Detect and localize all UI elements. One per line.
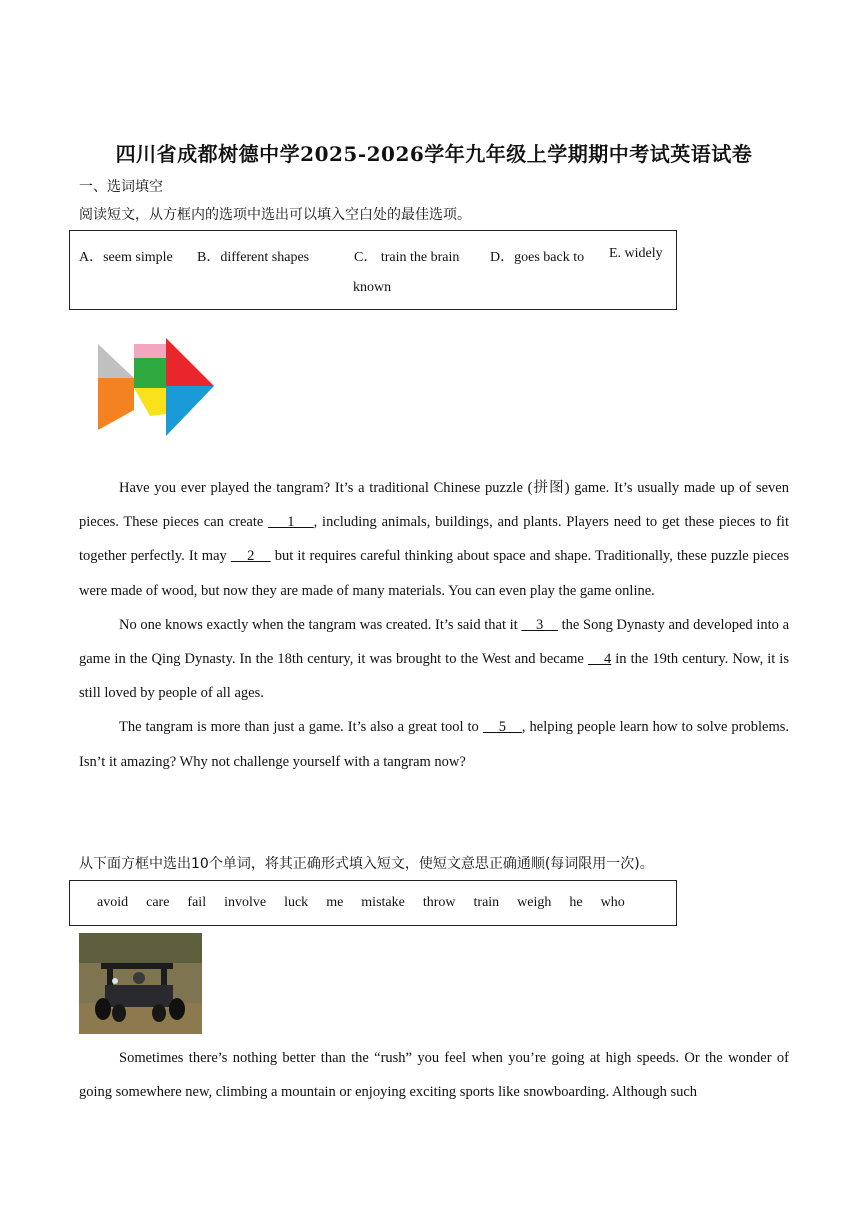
option-e-continued: known (353, 280, 392, 295)
word-bank-item: avoid (97, 895, 129, 910)
option-b: B．different shapes (197, 250, 310, 265)
option-a: A．seem simple (79, 250, 173, 265)
word-bank-item: mistake (361, 895, 405, 910)
option-d: D．goes back to (490, 250, 585, 265)
word-bank-item: who (600, 895, 625, 910)
paragraph-2: No one knows exactly when the tangram was created. It’s said that it 3 the Song Dynasty and developed into a game in the Qing Dynasty. In the 18th century, it was brought to the West and became 4 in the 19th century. Now, it is still loved by people of all ages. (79, 616, 790, 702)
page-title: 四川省成都树德中学2025-2026学年九年级上学期期中考试英语试卷 (115, 142, 753, 166)
section2-instruction: 从下面方框中选出10个单词，将其正确形式填入短文，使短文意思正确通顺(每词限用一次)。 (79, 856, 654, 872)
blank-5[interactable]: 5 (482, 719, 522, 736)
option-c: C． train the brain (354, 250, 460, 265)
word-bank-item: he (569, 895, 583, 910)
tangram-fish-icon (96, 336, 218, 438)
section1-instruction: 阅读短文，从方框内的选项中选出可以填入空白处的最佳选项。 (79, 207, 471, 223)
word-bank-item: throw (422, 895, 456, 910)
word-bank-item: train (473, 895, 500, 910)
section-heading: 一、选词填空 (79, 179, 163, 195)
word-bank-item: luck (284, 895, 309, 910)
passage-2 (79, 1041, 789, 1109)
paragraph-4: Sometimes there’s nothing better than the “rush” you feel when you’re going at high speeds. Or the wonder of going somewhere new, climbing a mountain or enjoying exciting sports like snowboarding. Although such (79, 1050, 789, 1101)
blank-3[interactable]: 3 (521, 616, 558, 633)
options-box (69, 230, 677, 310)
blank-2[interactable]: 2 (230, 548, 271, 565)
word-bank-item: care (146, 895, 170, 910)
word-bank-item: me (326, 895, 344, 910)
option-e: E. widely (609, 246, 663, 261)
off-road-vehicle-photo (79, 933, 202, 1034)
word-bank-item: involve (224, 895, 267, 910)
word-bank-item: weigh (517, 895, 552, 910)
word-bank-item: fail (187, 895, 207, 910)
word-bank-box (69, 880, 677, 926)
paragraph-3: The tangram is more than just a game. It’s also a great tool to 5 , helping people learn how to solve problems. Isn’t it amazing? Why not challenge yourself with a tangram now? (79, 719, 789, 770)
blank-1[interactable]: 1 (268, 514, 314, 531)
passage-1 (79, 471, 789, 779)
blank-4[interactable]: 4 (587, 651, 612, 668)
paragraph-1: Have you ever played the tangram? It’s a traditional Chinese puzzle (拼图) game. It’s usually made up of seven pieces. These pieces can create 1 , including animals, buildings, and plants. Players need to get these pieces to fit together perfectly. It may 2 but it requires careful thinking about space and shape. Traditionally, these puzzle pieces were made of wood, but now they are made of many materials. You can even play the game online. (79, 480, 790, 599)
